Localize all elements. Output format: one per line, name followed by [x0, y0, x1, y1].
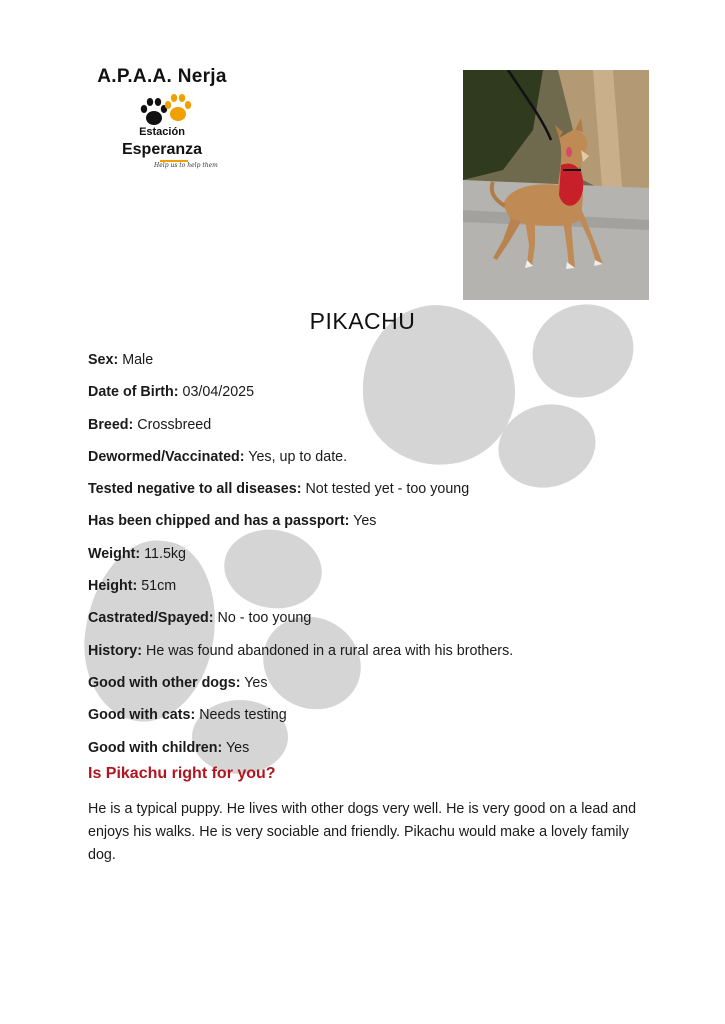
dog-name-title: PIKACHU — [309, 308, 416, 334]
logo-station-label: Estación — [139, 126, 185, 138]
detail-row-breed — [88, 415, 648, 447]
detail-row-good-with-cats — [88, 705, 648, 737]
detail-value: Yes — [244, 674, 268, 691]
paw-prints-icon — [136, 94, 196, 130]
detail-row-weight — [88, 544, 648, 576]
dog-details-list — [88, 350, 648, 770]
detail-value: Yes — [225, 739, 250, 756]
detail-label: Good with other dogs: — [88, 674, 241, 691]
logo-title: A.P.A.A. Nerja — [97, 66, 227, 87]
detail-label: Good with children: — [88, 739, 223, 756]
detail-value: He was found abandoned in a rural area with his brothers. — [146, 642, 514, 659]
logo-tagline: Help us to help them — [154, 162, 218, 169]
detail-label: Tested negative to all diseases: — [88, 481, 302, 498]
detail-label: Has been chipped and has a passport: — [88, 513, 350, 530]
section-heading: Is Pikachu right for you? — [88, 765, 276, 782]
detail-row-height — [88, 576, 648, 608]
detail-row-history — [88, 641, 648, 673]
detail-value: Crossbreed — [137, 416, 212, 433]
detail-row-tested-negative — [88, 479, 648, 511]
detail-label: Good with cats: — [88, 707, 196, 724]
detail-label: Height: — [88, 578, 138, 595]
detail-label: Sex: — [88, 352, 119, 368]
detail-value: Not tested yet - too young — [305, 481, 470, 498]
detail-value: Male — [122, 352, 154, 368]
detail-value: No - too young — [217, 610, 312, 627]
detail-row-dewormed-vaccinated — [88, 447, 648, 479]
detail-value: Yes, up to date. — [248, 448, 348, 465]
logo-name-label: Esperanza — [121, 141, 203, 158]
dog-photo-illustration — [463, 70, 649, 300]
detail-row-chipped-passport — [88, 511, 648, 543]
detail-label: Castrated/Spayed: — [88, 610, 214, 627]
detail-row-date-of-birth — [88, 382, 648, 414]
detail-row-sex — [88, 350, 648, 382]
detail-label: History: — [88, 642, 143, 659]
detail-value: Yes — [353, 513, 377, 530]
detail-label: Weight: — [88, 545, 141, 562]
detail-row-castrated-spayed — [88, 608, 648, 640]
detail-label: Date of Birth: — [88, 384, 179, 401]
description-paragraph: He is a typical puppy. He lives with other dogs very well. He is very good on a lead and enjoys his walks. He is very sociable and friendly. Pikachu would make a lovely family dog. — [88, 801, 637, 863]
detail-value: 03/04/2025 — [182, 384, 255, 401]
detail-value: Needs testing — [199, 707, 287, 724]
detail-row-good-with-dogs — [88, 673, 648, 705]
organization-logo — [92, 66, 242, 181]
detail-value: 51cm — [141, 578, 177, 595]
detail-label: Dewormed/Vaccinated: — [88, 448, 245, 465]
detail-label: Breed: — [88, 416, 134, 433]
detail-value: 11.5kg — [144, 545, 187, 562]
dog-photo — [463, 70, 649, 300]
